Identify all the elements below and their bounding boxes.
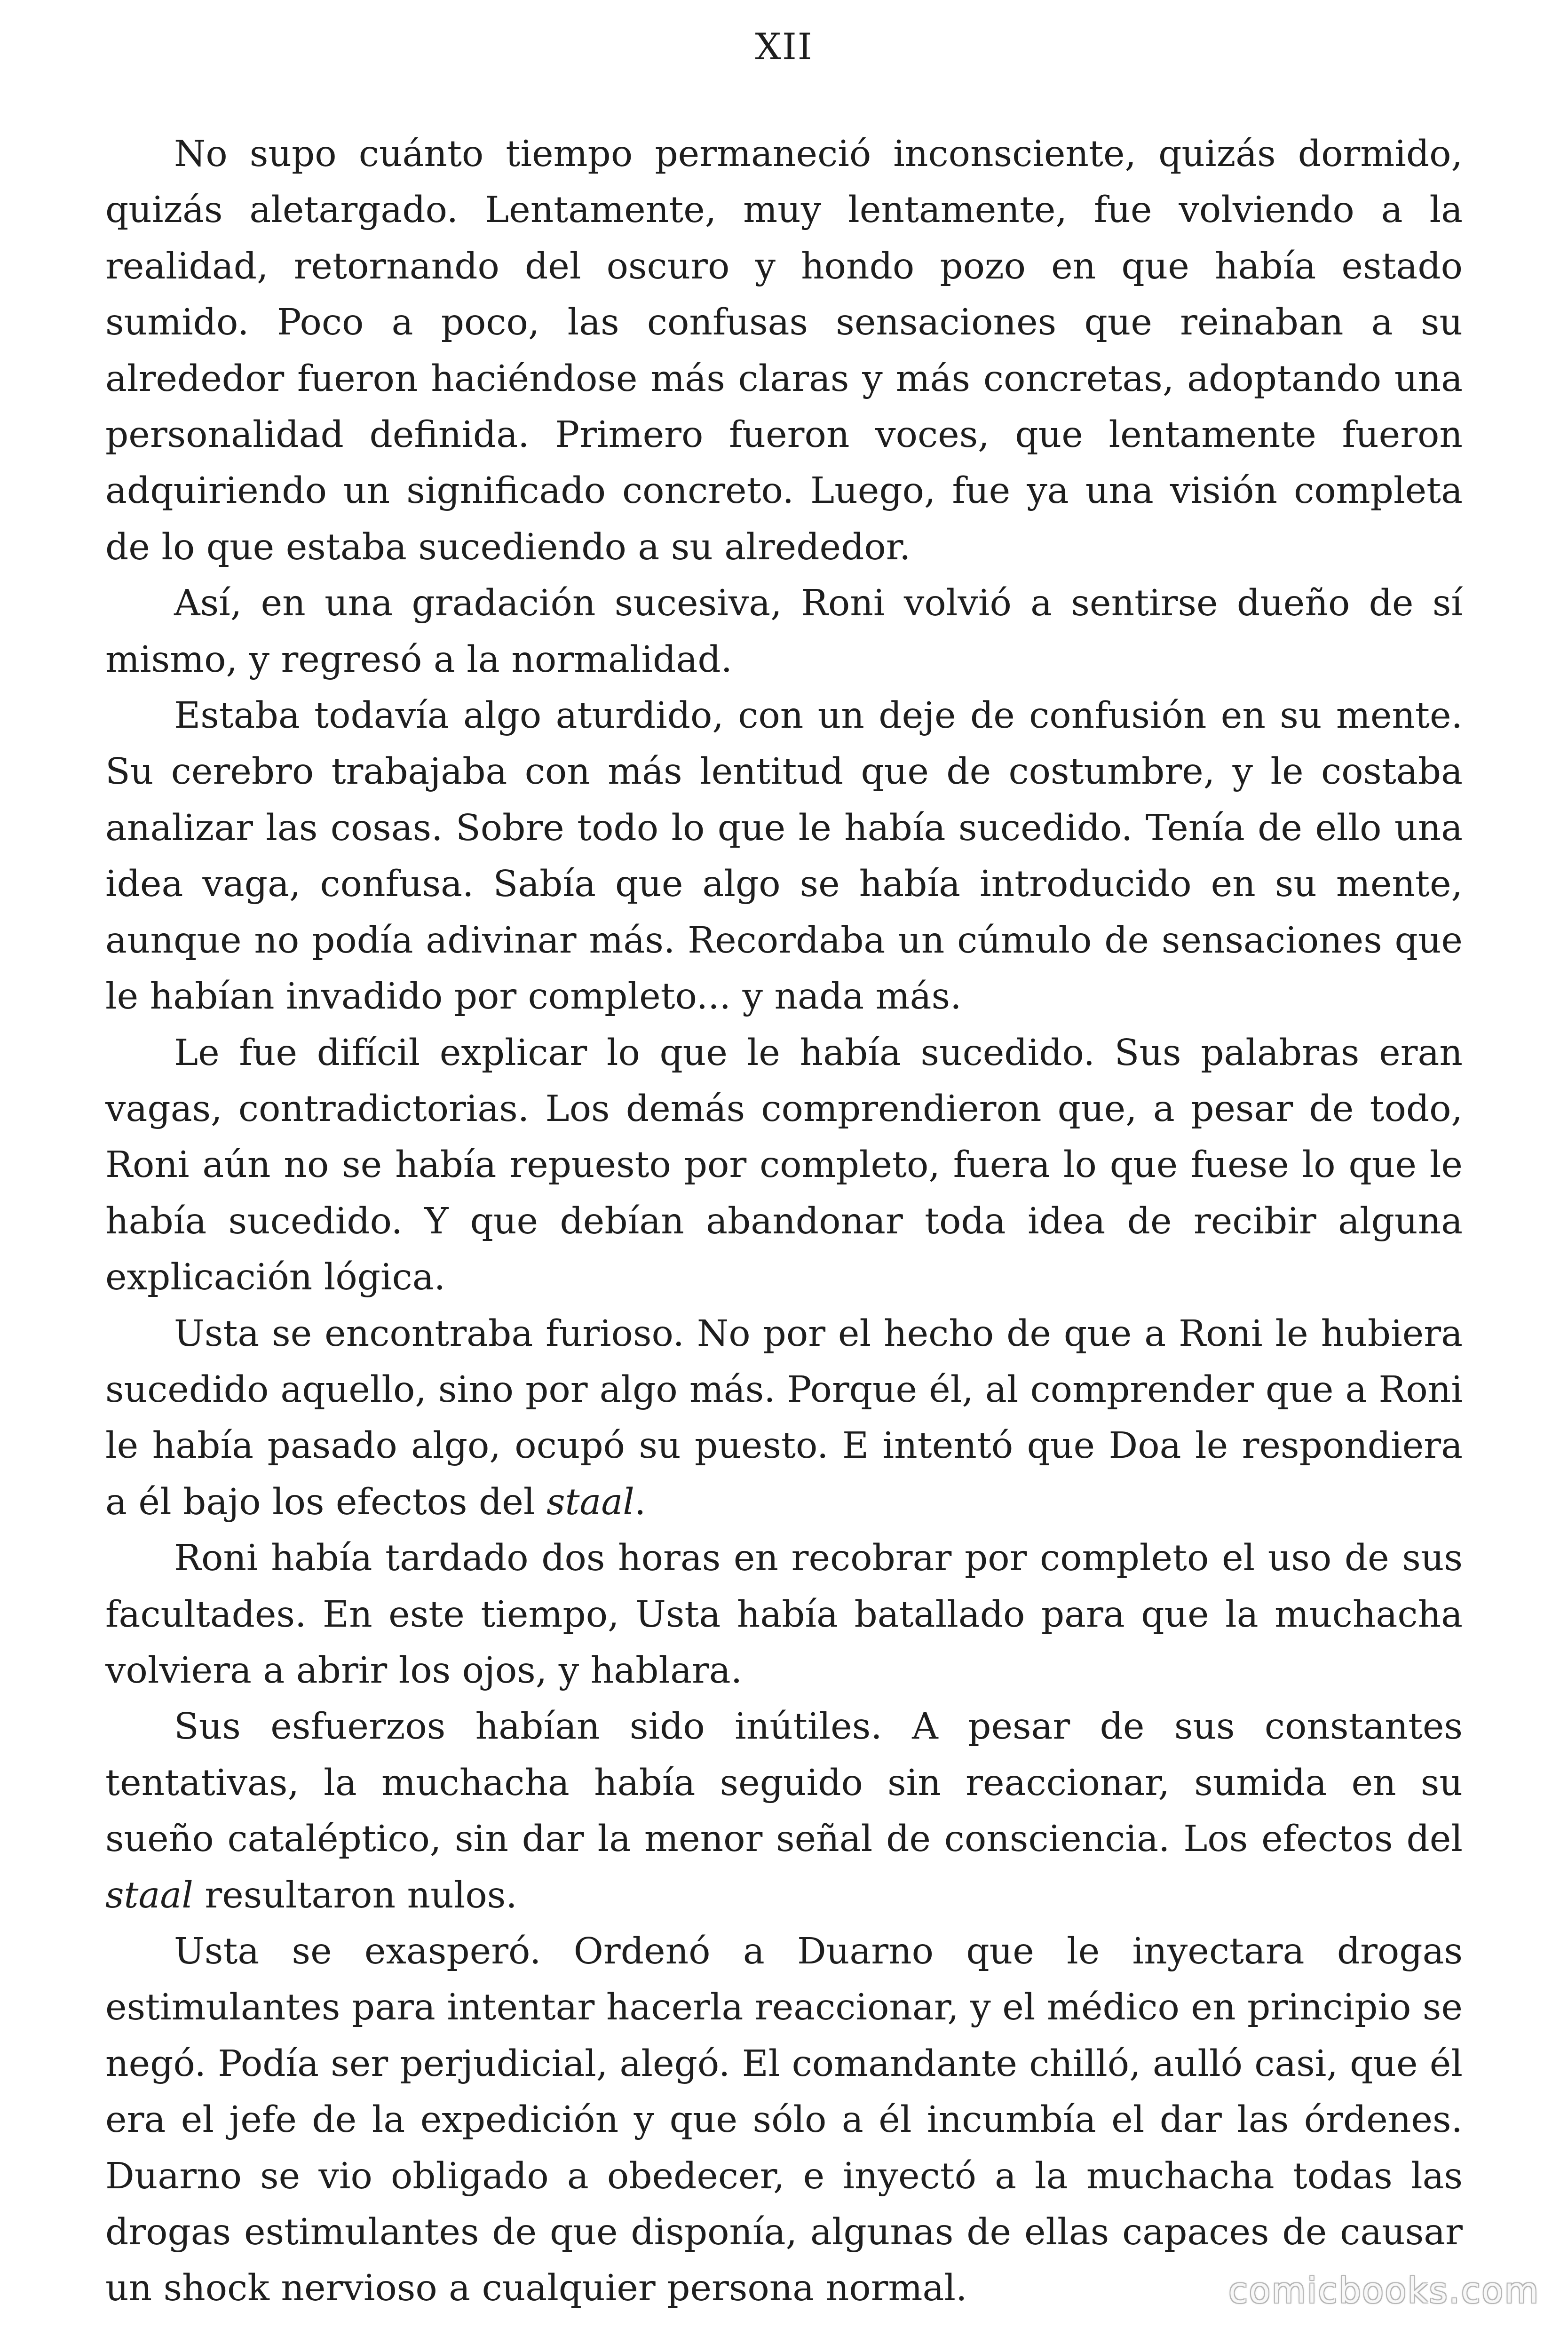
- paragraph-2: Así, en una gradación sucesiva, Roni volvió a sentirse dueño de sí mismo, y regresó a la normalidad.: [105, 582, 1463, 681]
- paragraph-7: [105, 1699, 1463, 1923]
- paragraph-6: Roni había tardado dos horas en recobrar por completo el uso de sus facultades. En este tiempo, Usta había batallado para que la muchacha volviera a abrir los ojos, y hablara.: [105, 1537, 1463, 1692]
- paragraph-7-emphasis: staal: [105, 1874, 193, 1916]
- paragraph-5-text-after: .: [634, 1481, 646, 1523]
- paragraph-8: Usta se exasperó. Ordenó a Duarno que le inyectara drogas estimulantes para intentar hacerla reaccionar, y el médico en principio se negó. Podía ser perjudicial, alegó. El comandante chilló, aulló casi, que él era el jefe de la expedición y que sólo a él incumbía el dar las órdenes. Duarno se vio obligado a obedecer, e inyectó a la muchacha todas las drogas estimulantes de que disponía, algunas de ellas capaces de causar un shock nervioso a cualquier persona normal.: [105, 1931, 1463, 2310]
- chapter-heading: XII: [755, 26, 813, 68]
- paragraph-4: Le fue difícil explicar lo que le había sucedido. Sus palabras eran vagas, contradictorias. Los demás comprendieron que, a pesar de todo, Roni aún no se había repuesto por completo, fuera lo que fuese lo que le había sucedido. Y que debían abandonar toda idea de recibir alguna explicación lógica.: [105, 1032, 1463, 1299]
- paragraph-1: No supo cuánto tiempo permaneció inconsciente, quizás dormido, quizás aletargado. Lentamente, muy lentamente, fue volviendo a la realidad, retornando del oscuro y hondo pozo en que había estado sumido. Poco a poco, las confusas sensaciones que reinaban a su alrededor fueron haciéndose más claras y más concretas, adoptando una personalidad definida. Primero fueron voces, que lentamente fueron adquiriendo un significado concreto. Luego, fue ya una visión completa de lo que estaba sucediendo a su alrededor.: [105, 133, 1463, 568]
- paragraph-5-text-before: Usta se encontraba furioso. No por el hecho de que a Roni le hubiera sucedido aquello, sino por algo más. Porque él, al comprender que a Roni le había pasado algo, ocupó su puesto. E intentó que Doa le respondiera a él bajo los efectos del: [105, 1312, 1463, 1523]
- body-text: [105, 126, 1463, 2317]
- paragraph-3: Estaba todavía algo aturdido, con un deje de confusión en su mente. Su cerebro trabajaba con más lentitud que de costumbre, y le costaba analizar las cosas. Sobre todo lo que le había sucedido. Tenía de ello una idea vaga, confusa. Sabía que algo se había introducido en su mente, aunque no podía adivinar más. Recordaba un cúmulo de sensaciones que le habían invadido por completo... y nada más.: [105, 695, 1463, 1018]
- watermark: comicbooks.com: [1228, 2271, 1540, 2311]
- paragraph-5-emphasis: staal: [546, 1481, 634, 1523]
- paragraph-7-text-before: Sus esfuerzos habían sido inútiles. A pesar de sus constantes tentativas, la muchacha había seguido sin reaccionar, sumida en su sueño cataléptico, sin dar la menor señal de consciencia. Los efectos del: [105, 1706, 1463, 1860]
- paragraph-5: [105, 1306, 1463, 1531]
- paragraph-7-text-after: resultaron nulos.: [193, 1874, 517, 1916]
